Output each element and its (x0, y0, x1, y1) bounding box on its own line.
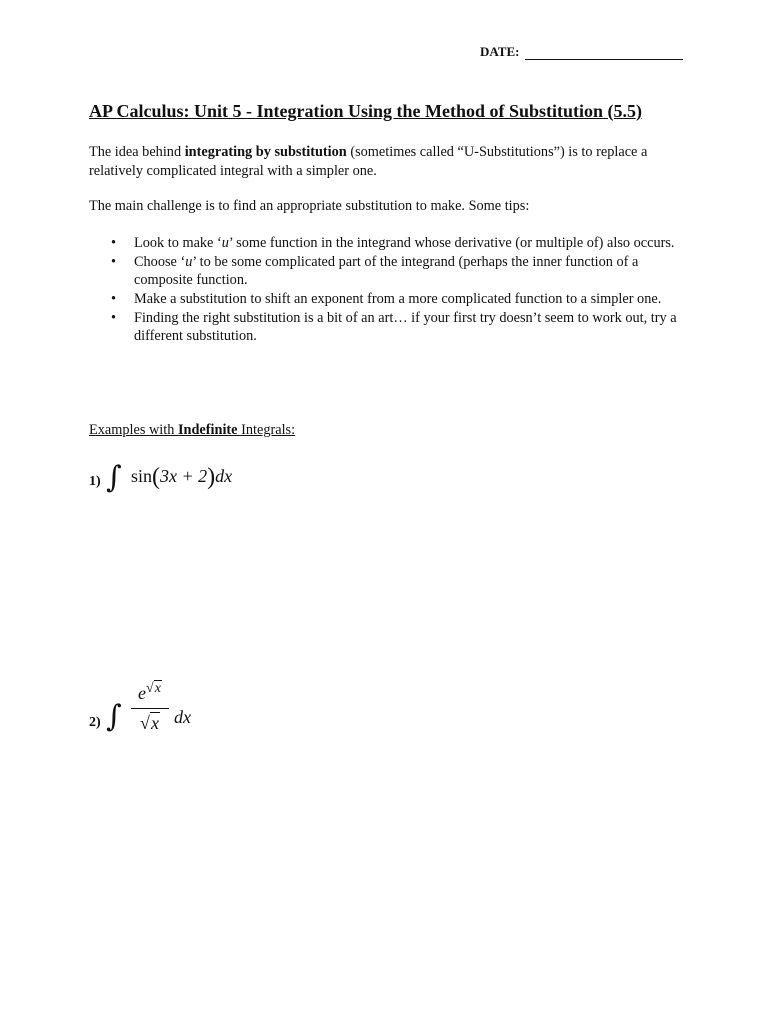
inner-expression: 3x + 2 (160, 466, 208, 486)
bullet-icon: • (111, 235, 117, 251)
section-text-after: Integrals: (237, 422, 296, 438)
exponent-sqrt (146, 680, 162, 697)
bullet-icon: • (111, 254, 117, 270)
exponential-base: e (138, 683, 147, 703)
example-2-fraction (131, 680, 169, 734)
fraction-denominator (140, 711, 160, 734)
intro-text-after: (sometimes called “U-Substitutions”) is to replace a relatively complicated integral with a simpler one. (89, 144, 648, 179)
intro-bold-term: integrating by substitution (184, 144, 347, 160)
sqrt-sign-icon: √ (140, 713, 150, 733)
example-2-number: 2) (89, 715, 101, 730)
example-1-integrand (131, 464, 232, 491)
list-item (111, 290, 681, 308)
open-paren: ( (152, 464, 161, 490)
tip-text-after: ’ to be some complicated part of the integrand (perhaps the inner function of a composite function. (134, 254, 639, 288)
radicand: x (154, 681, 161, 696)
date-label: DATE: (480, 44, 520, 59)
differential: dx (215, 466, 233, 486)
date-field (480, 44, 683, 60)
challenge-paragraph: The main challenge is to find an appropriate substitution to make. Some tips: (89, 198, 530, 214)
section-text-before: Examples with (89, 422, 178, 438)
list-item (111, 309, 681, 345)
tip-u-variable: u (185, 254, 193, 270)
sin-function: sin (131, 466, 153, 486)
page-title: AP Calculus: Unit 5 - Integration Using the Method of Substitution (5.5) (89, 101, 643, 121)
tip-text-before: Choose ‘ (134, 254, 186, 270)
differential: dx (174, 707, 191, 727)
tip-u-variable: u (221, 235, 229, 251)
date-blank-line[interactable] (525, 45, 683, 60)
list-item (111, 253, 681, 289)
tip-text-after: ’ some function in the integrand whose derivative (or multiple of) also occurs. (228, 235, 675, 251)
tips-list (111, 234, 681, 346)
integral-sign-icon: ∫ (106, 460, 122, 495)
example-1-number: 1) (89, 474, 101, 489)
intro-paragraph (89, 143, 689, 181)
sqrt-sign-icon: √ (146, 681, 154, 696)
radicand: x (150, 713, 159, 733)
close-paren: ) (207, 464, 216, 490)
bullet-icon: • (111, 310, 117, 326)
bullet-icon: • (111, 291, 117, 307)
fraction-bar (131, 708, 169, 709)
intro-text-before: The idea behind (89, 144, 185, 160)
section-heading (89, 422, 295, 439)
section-bold-term: Indefinite (177, 422, 238, 438)
tip-text-before: Look to make ‘ (134, 235, 222, 251)
tip-text: Finding the right substitution is a bit of an art… if your first try doesn’t seem to work out, try a different substitution. (134, 310, 677, 344)
integral-sign-icon: ∫ (106, 699, 122, 734)
list-item (111, 234, 681, 252)
fraction-numerator (131, 680, 169, 706)
tip-text: Make a substitution to shift an exponent from a more complicated function to a simpler one. (134, 291, 662, 307)
